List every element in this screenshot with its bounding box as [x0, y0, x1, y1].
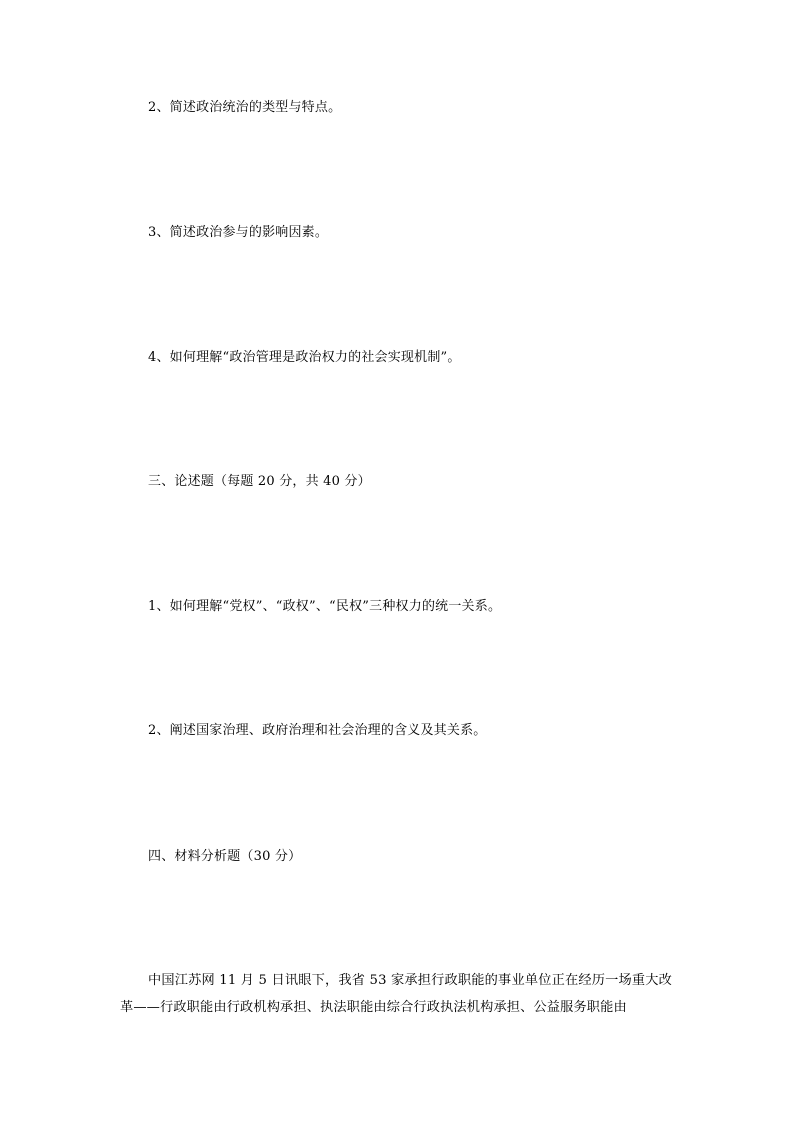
section-4-heading: 四、材料分析题（30 分） — [148, 849, 302, 864]
short-answer-question-3: 3、简述政治参与的影响因素。 — [148, 225, 329, 240]
essay-question-2: 2、阐述国家治理、政府治理和社会治理的含义及其关系。 — [148, 723, 487, 738]
section-3-heading: 三、论述题（每题 20 分，共 40 分） — [148, 474, 371, 489]
short-answer-question-4: 4、如何理解“政治管理是政治权力的社会实现机制”。 — [148, 350, 461, 365]
short-answer-question-2: 2、简述政治统治的类型与特点。 — [148, 100, 342, 115]
essay-question-1: 1、如何理解“党权”、“政权”、“民权”三种权力的统一关系。 — [148, 599, 502, 614]
material-paragraph: 中国江苏网 11 月 5 日讯眼下，我省 53 家承担行政职能的事业单位正在经历一场重大改革——行政职能由行政机构承担、执法职能由综合行政执法机构承担、公益服务职能由 — [120, 973, 672, 1015]
